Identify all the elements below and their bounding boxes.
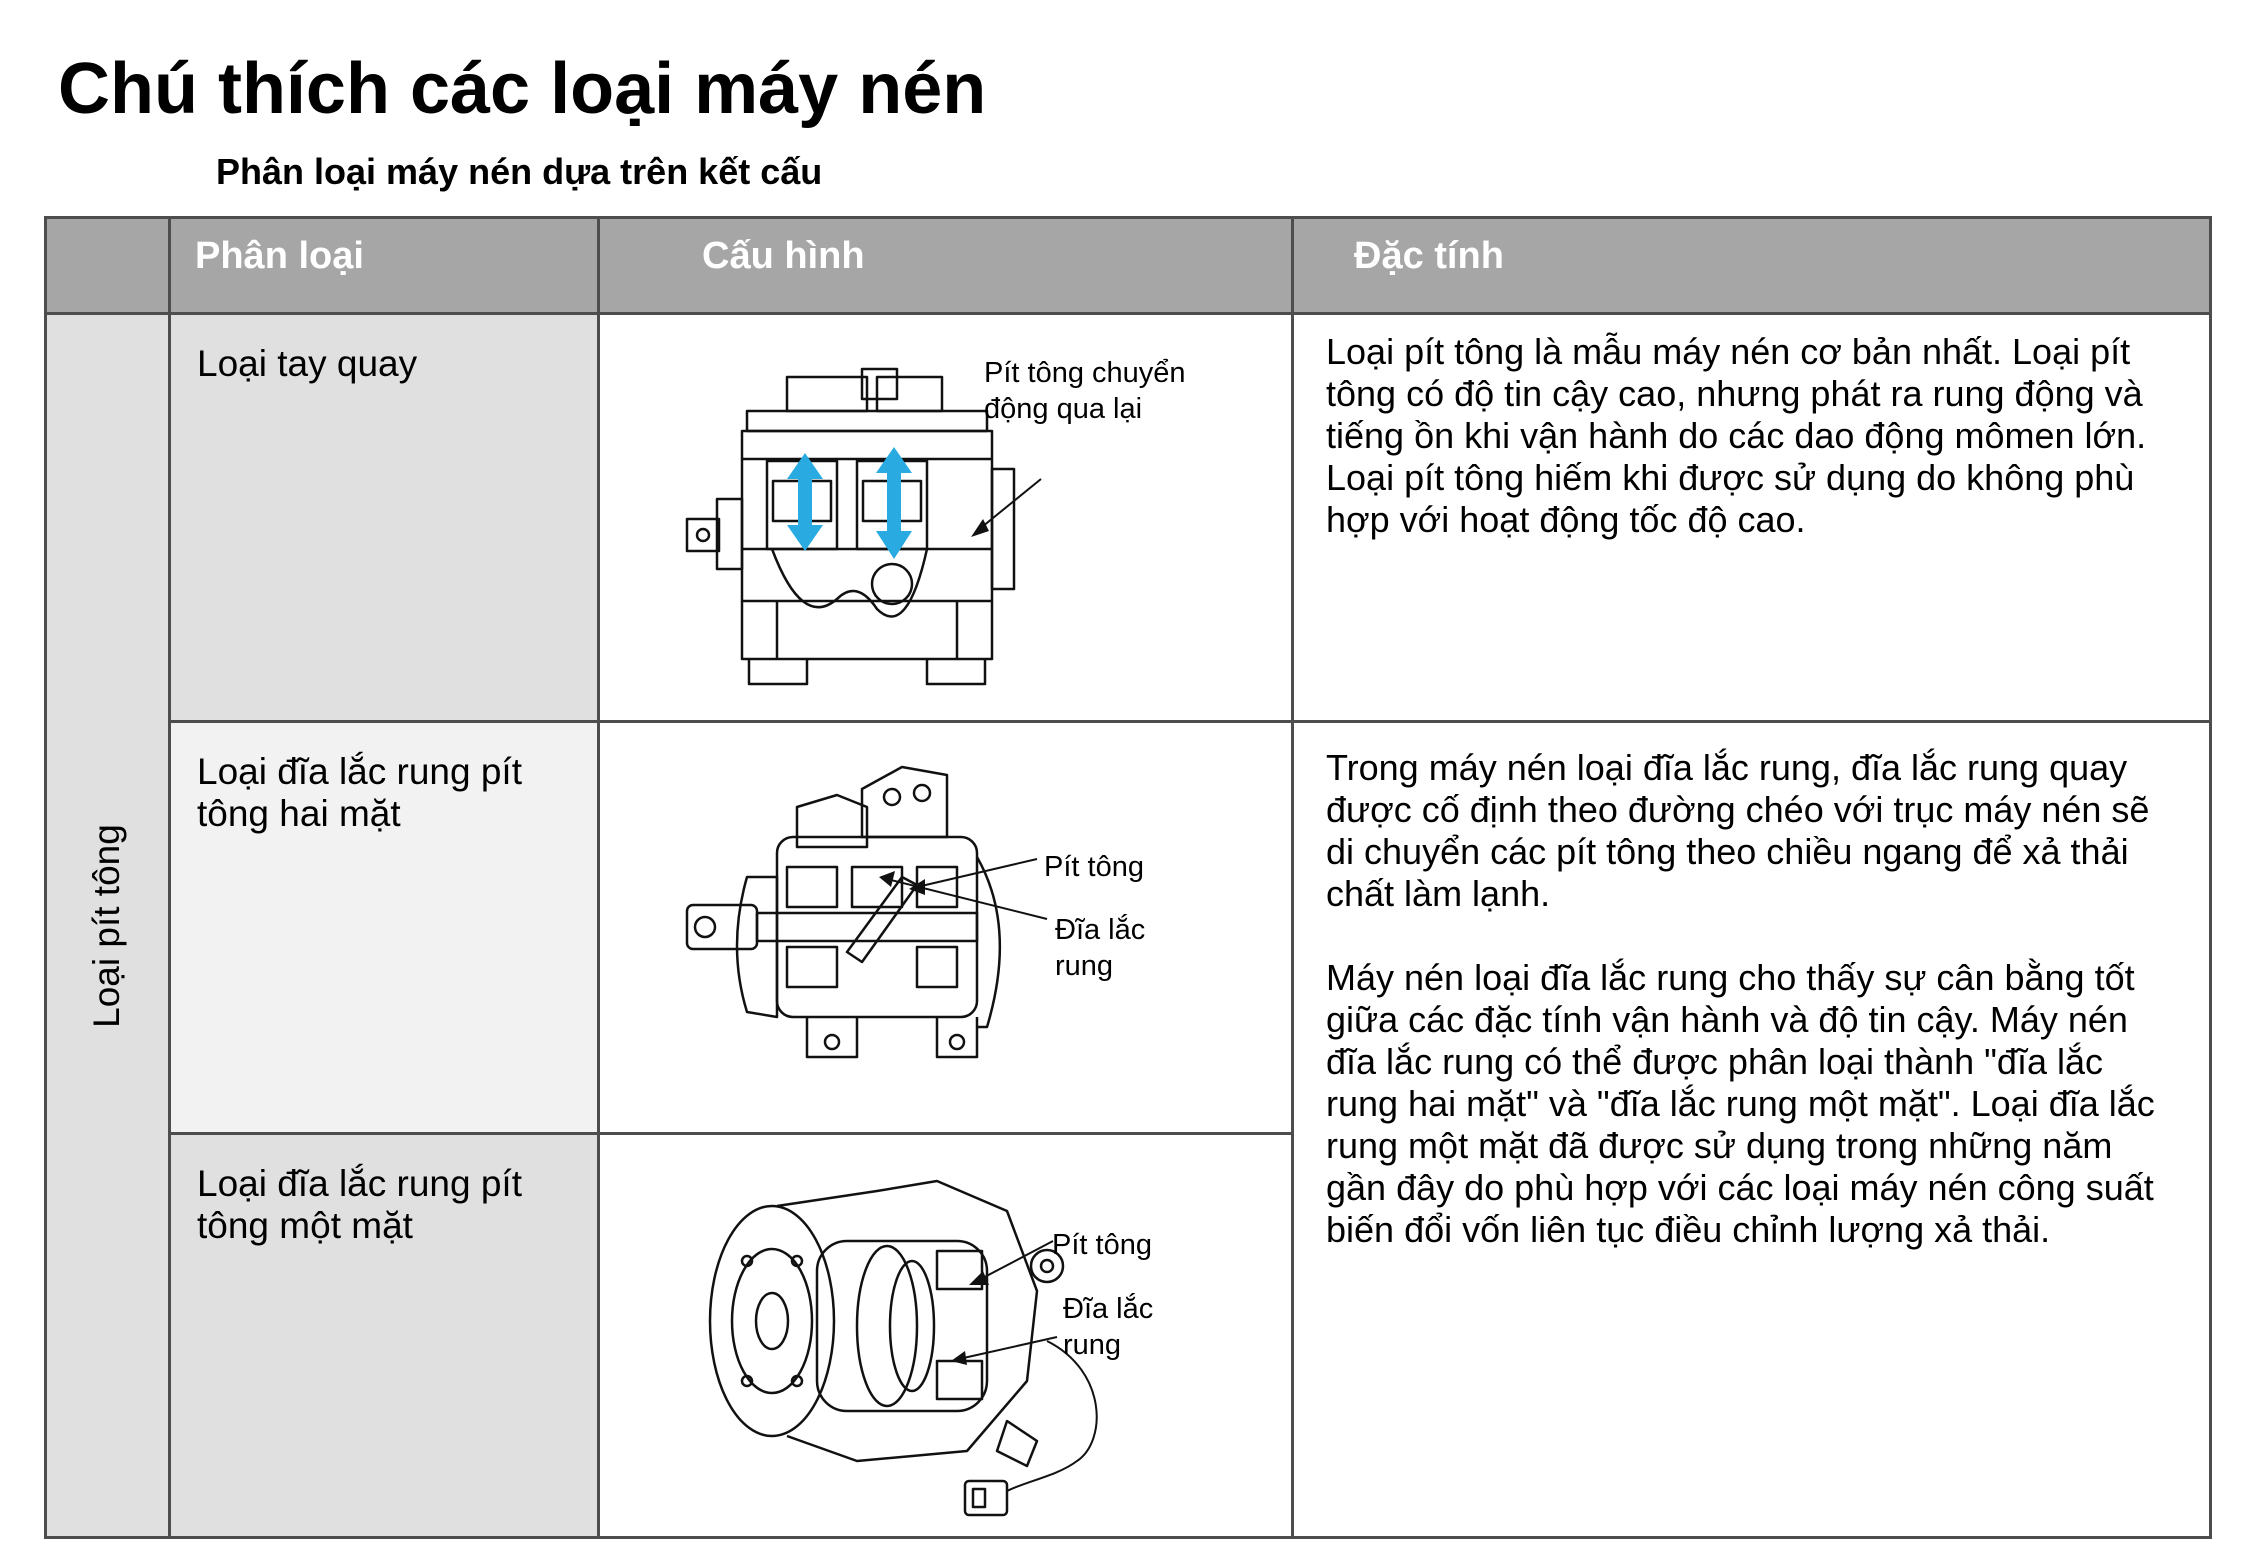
row-divider-2 <box>168 1132 1294 1135</box>
callout-single-swash-piston: Pít tông <box>1052 1229 1152 1261</box>
characteristics-swash-paragraph-2: Máy nén loại đĩa lắc rung cho thấy sự cân bằng tốt giữa các đặc tính vận hành và độ tin cậy. Máy nén đĩa lắc rung có thể được phân loại thành "đĩa lắc rung hai mặt" và "đĩa lắc rung một mặt". Loại đĩa lắc rung một mặt đã được sử dụng trong những năm gần đây do phù hợp với các loại máy nén công suất biến đổi vốn liên tục điều chỉnh lượng xả thải. <box>1326 957 2155 1250</box>
group-label-piston-type: Loại pít tông <box>86 824 127 1028</box>
table-header-row <box>47 219 2209 312</box>
double-swash-plate-compressor-drawing <box>687 767 1067 1097</box>
characteristics-swash-paragraph-1: Trong máy nén loại đĩa lắc rung, đĩa lắc rung quay được cố định theo đường chéo với trục máy nén sẽ di chuyển các pít tông theo chiều ngang để xả thải chất làm lạnh. <box>1326 747 2150 914</box>
page-title: Chú thích các loại máy nén <box>58 49 987 129</box>
group-cell <box>47 315 168 1539</box>
column-divider-1 <box>168 219 171 1539</box>
page-subtitle: Phân loại máy nén dựa trên kết cấu <box>216 151 823 192</box>
characteristics-swash-plate <box>1326 747 2176 1251</box>
header-configuration: Cấu hình <box>702 235 865 277</box>
motion-arrow-right <box>876 447 912 559</box>
type-label-single-swash: Loại đĩa lắc rung pít tông một mặt <box>197 1163 522 1246</box>
type-cell-crank <box>171 315 597 720</box>
header-classification: Phân loại <box>195 235 364 277</box>
type-label-double-swash: Loại đĩa lắc rung pít tông hai mặt <box>197 751 522 834</box>
compressor-classification-table <box>44 216 2212 1539</box>
callout-double-swash-plate: Đĩa lắc rung <box>1055 914 1146 982</box>
column-divider-2 <box>597 219 600 1539</box>
callout-crank-piston: Pít tông chuyển động qua lại <box>984 357 1186 425</box>
callout-double-swash-piston: Pít tông <box>1044 851 1144 883</box>
single-swash-plate-compressor-drawing <box>707 1181 1107 1526</box>
characteristics-crank: Loại pít tông là mẫu máy nén cơ bản nhất. Loại pít tông có độ tin cậy cao, nhưng phát ra rung động và tiếng ồn khi vận hành do các dao động mômen lớn. Loại pít tông hiếm khi được sử dụng do không phù hợp với hoạt động tốc độ cao. <box>1326 331 2147 540</box>
header-divider <box>47 312 2209 315</box>
motion-arrow-left <box>787 453 823 551</box>
column-divider-3 <box>1291 219 1294 1539</box>
callout-single-swash-plate: Đĩa lắc rung <box>1063 1293 1154 1361</box>
header-characteristics: Đặc tính <box>1354 235 1504 277</box>
type-label-crank: Loại tay quay <box>197 343 418 384</box>
type-cell-single-swash <box>171 1135 597 1539</box>
row-divider-1 <box>168 720 2209 723</box>
type-cell-double-swash <box>171 723 597 1132</box>
